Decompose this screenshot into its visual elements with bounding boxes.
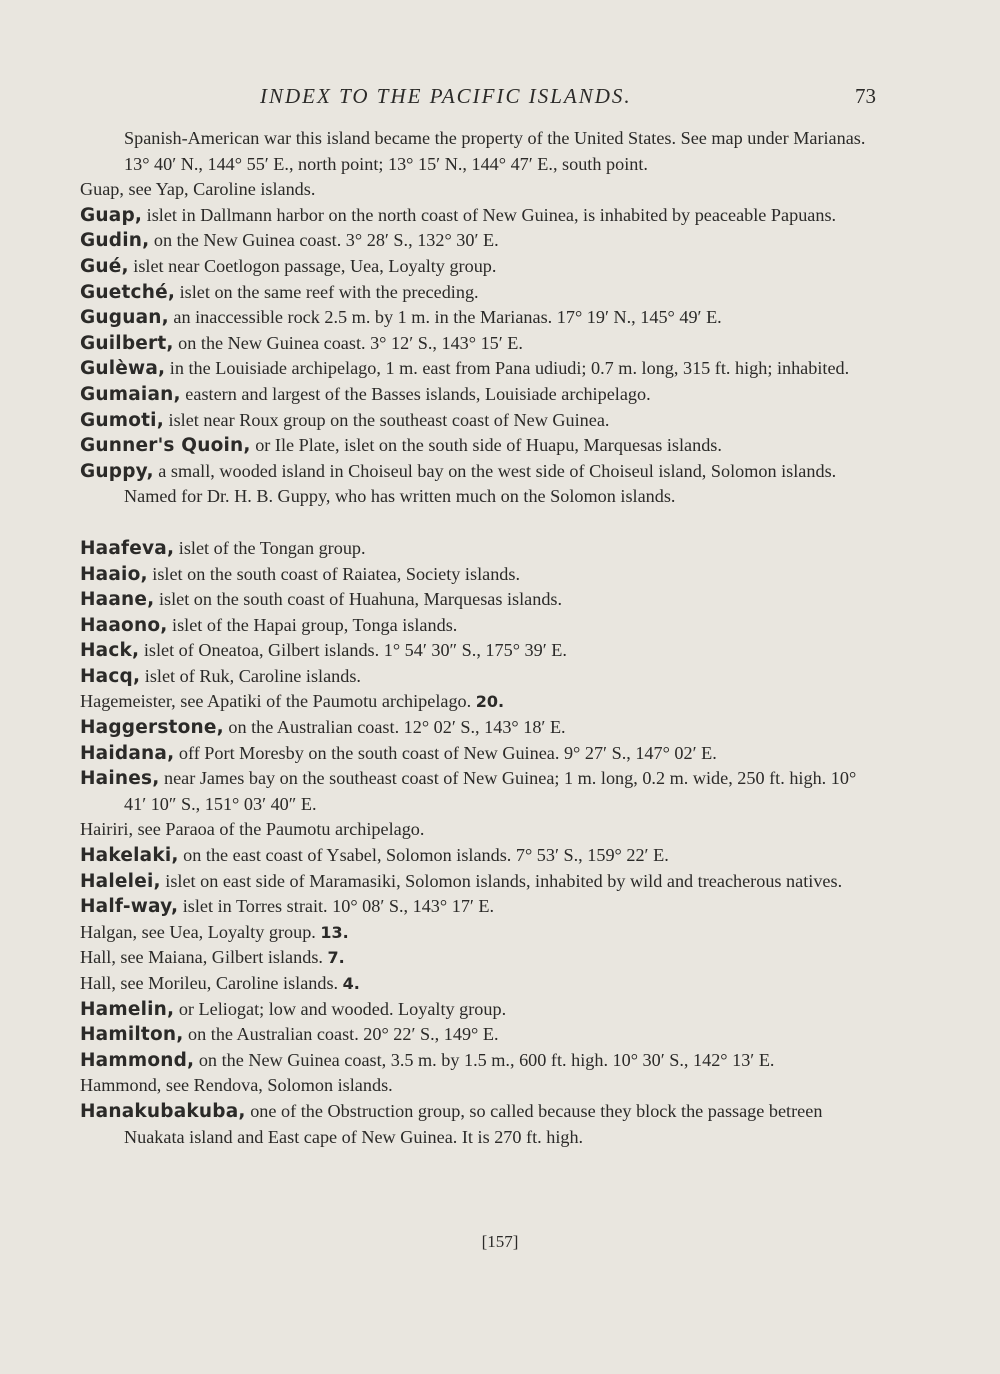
index-entry bbox=[80, 228, 880, 254]
entry-text: or Ile Plate, islet on the south side of Huapu, Marquesas islands. bbox=[255, 435, 722, 456]
index-entry bbox=[80, 920, 880, 946]
entry-headword: Gué, bbox=[80, 255, 129, 277]
index-entry bbox=[80, 1099, 880, 1150]
entry-text: one of the Obstruction group, so called because they block the passage betreen Nuakata island and East cape of New Guinea. It is 270 ft. high. bbox=[124, 1100, 823, 1147]
page-number: 73 bbox=[855, 84, 876, 108]
entry-headword: Haines, bbox=[80, 768, 160, 790]
entry-text: on the Australian coast. 20° 22′ S., 149° E. bbox=[188, 1024, 499, 1045]
index-entry bbox=[80, 638, 880, 664]
entry-headword: Guguan, bbox=[80, 307, 169, 329]
entry-headword: Gumaian, bbox=[80, 383, 181, 405]
running-title: INDEX TO THE PACIFIC ISLANDS. bbox=[260, 84, 632, 108]
entry-text: Hairiri, see Paraoa of the Paumotu archipelago. bbox=[80, 819, 425, 840]
index-entry bbox=[80, 536, 880, 562]
entry-text: islet of Ruk, Caroline islands. bbox=[144, 665, 361, 686]
entry-headword: Half-way, bbox=[80, 896, 179, 918]
index-entry bbox=[80, 408, 880, 434]
entry-text: islet on the same reef with the preceding. bbox=[179, 281, 479, 302]
entry-text: Hall, see Morileu, Caroline islands. bbox=[80, 973, 339, 993]
entry-text: near James bay on the southeast coast of New Guinea; 1 m. long, 0.2 m. wide, 250 ft. high. 10° 41′ 10″ S., 151° 03′ 40″ E. bbox=[124, 768, 857, 814]
entry-text: Hall, see Maiana, Gilbert islands. bbox=[80, 947, 323, 968]
index-entry bbox=[80, 177, 880, 203]
entry-text: eastern and largest of the Basses islands, Louisiade archipelago. bbox=[185, 383, 651, 404]
entry-headword: Guetché, bbox=[80, 281, 176, 303]
page-header bbox=[80, 84, 876, 114]
entry-reference-number: 4. bbox=[342, 974, 360, 993]
entry-text: off Port Moresby on the south coast of New Guinea. 9° 27′ S., 147° 02′ E. bbox=[178, 742, 717, 763]
entry-headword: Haidana, bbox=[80, 742, 175, 764]
index-entry bbox=[80, 280, 880, 306]
entry-text: Hammond, see Rendova, Solomon islands. bbox=[80, 1075, 393, 1096]
entry-headword: Hack, bbox=[80, 640, 140, 662]
entry-headword: Hacq, bbox=[80, 665, 141, 687]
entry-reference-number: 20. bbox=[475, 692, 505, 712]
entry-reference-number: 7. bbox=[327, 948, 345, 968]
section-divider bbox=[80, 510, 880, 536]
entry-text: islet near Coetlogon passage, Uea, Loyalty group. bbox=[133, 255, 497, 276]
index-entry bbox=[80, 382, 880, 408]
entry-text: islet on the south coast of Raiatea, Society islands. bbox=[152, 563, 521, 584]
index-entry bbox=[80, 817, 880, 843]
index-entry bbox=[80, 254, 880, 280]
entry-text: on the New Guinea coast. 3° 12′ S., 143° 15′ E. bbox=[178, 332, 523, 353]
entry-headword: Gulèwa, bbox=[80, 358, 166, 380]
index-entry bbox=[80, 587, 880, 613]
index-entry bbox=[80, 305, 880, 331]
entry-text: Guap, see Yap, Caroline islands. bbox=[80, 179, 316, 200]
index-entry bbox=[80, 562, 880, 588]
index-entry bbox=[80, 126, 880, 177]
index-entry bbox=[80, 331, 880, 357]
entry-reference-number: 13. bbox=[320, 922, 349, 942]
entry-headword: Haaono, bbox=[80, 614, 168, 636]
entry-text: islet on east side of Maramasiki, Solomon islands, inhabited by wild and treacherous natives. bbox=[165, 870, 843, 891]
entry-text: islet of the Tongan group. bbox=[178, 537, 366, 558]
entry-headword: Halelei, bbox=[80, 870, 161, 892]
entry-text: islet of Oneatoa, Gilbert islands. 1° 54′ 30″ S., 175° 39′ E. bbox=[143, 640, 567, 661]
index-entry bbox=[80, 356, 880, 382]
index-entry bbox=[80, 1073, 880, 1099]
index-entry bbox=[80, 433, 880, 459]
index-entry bbox=[80, 1022, 880, 1048]
entry-text: on the New Guinea coast, 3.5 m. by 1.5 m., 600 ft. high. 10° 30′ S., 142° 13′ E. bbox=[198, 1049, 775, 1070]
index-entry bbox=[80, 843, 880, 869]
entry-text: islet in Dallmann harbor on the north coast of New Guinea, is inhabited by peaceable Papuans. bbox=[146, 204, 837, 225]
page-footer-ref: [157] bbox=[481, 1232, 519, 1251]
entry-text: islet of the Hapai group, Tonga islands. bbox=[172, 614, 458, 635]
index-entry bbox=[80, 741, 880, 767]
index-entry bbox=[80, 715, 880, 741]
entry-headword: Haaio, bbox=[80, 563, 148, 585]
entry-headword: Hanakubakuba, bbox=[80, 1100, 246, 1122]
index-entries bbox=[80, 126, 880, 1150]
entry-headword: Guap, bbox=[80, 204, 143, 226]
entry-headword: Gumoti, bbox=[80, 409, 164, 431]
entry-text: or Leliogat; low and wooded. Loyalty group. bbox=[178, 998, 507, 1019]
entry-text: Halgan, see Uea, Loyalty group. bbox=[80, 921, 316, 942]
index-entry bbox=[80, 971, 880, 997]
entry-headword: Guilbert, bbox=[80, 332, 174, 354]
entry-text: in the Louisiade archipelago, 1 m. east from Pana udiudi; 0.7 m. long, 315 ft. high; inhabited. bbox=[169, 358, 850, 379]
entry-headword: Hamilton, bbox=[80, 1024, 184, 1046]
index-entry bbox=[80, 689, 880, 715]
index-entry bbox=[80, 894, 880, 920]
entry-text: Spanish-American war this island became the property of the United States. See map under Marianas. 13° 40′ N., 144° 55′ E., north point; 13° 15′ N., 144° 47′ E., south point. bbox=[124, 128, 866, 174]
index-entry bbox=[80, 945, 880, 971]
entry-text: on the Australian coast. 12° 02′ S., 143° 18′ E. bbox=[228, 717, 566, 738]
index-entry bbox=[80, 664, 880, 690]
index-entry bbox=[80, 1048, 880, 1074]
entry-headword: Gudin, bbox=[80, 230, 150, 252]
entry-text: an inaccessible rock 2.5 m. by 1 m. in the Marianas. 17° 19′ N., 145° 49′ E. bbox=[173, 307, 722, 328]
index-entry bbox=[80, 459, 880, 510]
entry-headword: Gunner's Quoin, bbox=[80, 435, 251, 457]
entry-headword: Haane, bbox=[80, 589, 155, 611]
index-entry bbox=[80, 203, 880, 229]
index-entry bbox=[80, 869, 880, 895]
entry-headword: Hakelaki, bbox=[80, 845, 179, 867]
index-entry bbox=[80, 613, 880, 639]
entry-text: on the east coast of Ysabel, Solomon islands. 7° 53′ S., 159° 22′ E. bbox=[183, 845, 669, 866]
entry-headword: Haafeva, bbox=[80, 537, 175, 559]
entry-headword: Haggerstone, bbox=[80, 717, 224, 739]
entry-text: Hagemeister, see Apatiki of the Paumotu archipelago. bbox=[80, 691, 472, 712]
entry-headword: Hamelin, bbox=[80, 998, 175, 1020]
index-entry bbox=[80, 997, 880, 1023]
entry-text: a small, wooded island in Choiseul bay on the west side of Choiseul island, Solomon islands. Named for Dr. H. B. Guppy, who has written much on the Solomon islands. bbox=[124, 460, 837, 507]
entry-text: islet in Torres strait. 10° 08′ S., 143° 17′ E. bbox=[182, 896, 495, 917]
entry-text: islet on the south coast of Huahuna, Marquesas islands. bbox=[158, 589, 563, 610]
index-entry bbox=[80, 766, 880, 817]
entry-headword: Guppy, bbox=[80, 460, 154, 482]
entry-text: islet near Roux group on the southeast coast of New Guinea. bbox=[168, 409, 610, 430]
entry-text: on the New Guinea coast. 3° 28′ S., 132° 30′ E. bbox=[153, 230, 499, 251]
entry-headword: Hammond, bbox=[80, 1049, 195, 1071]
